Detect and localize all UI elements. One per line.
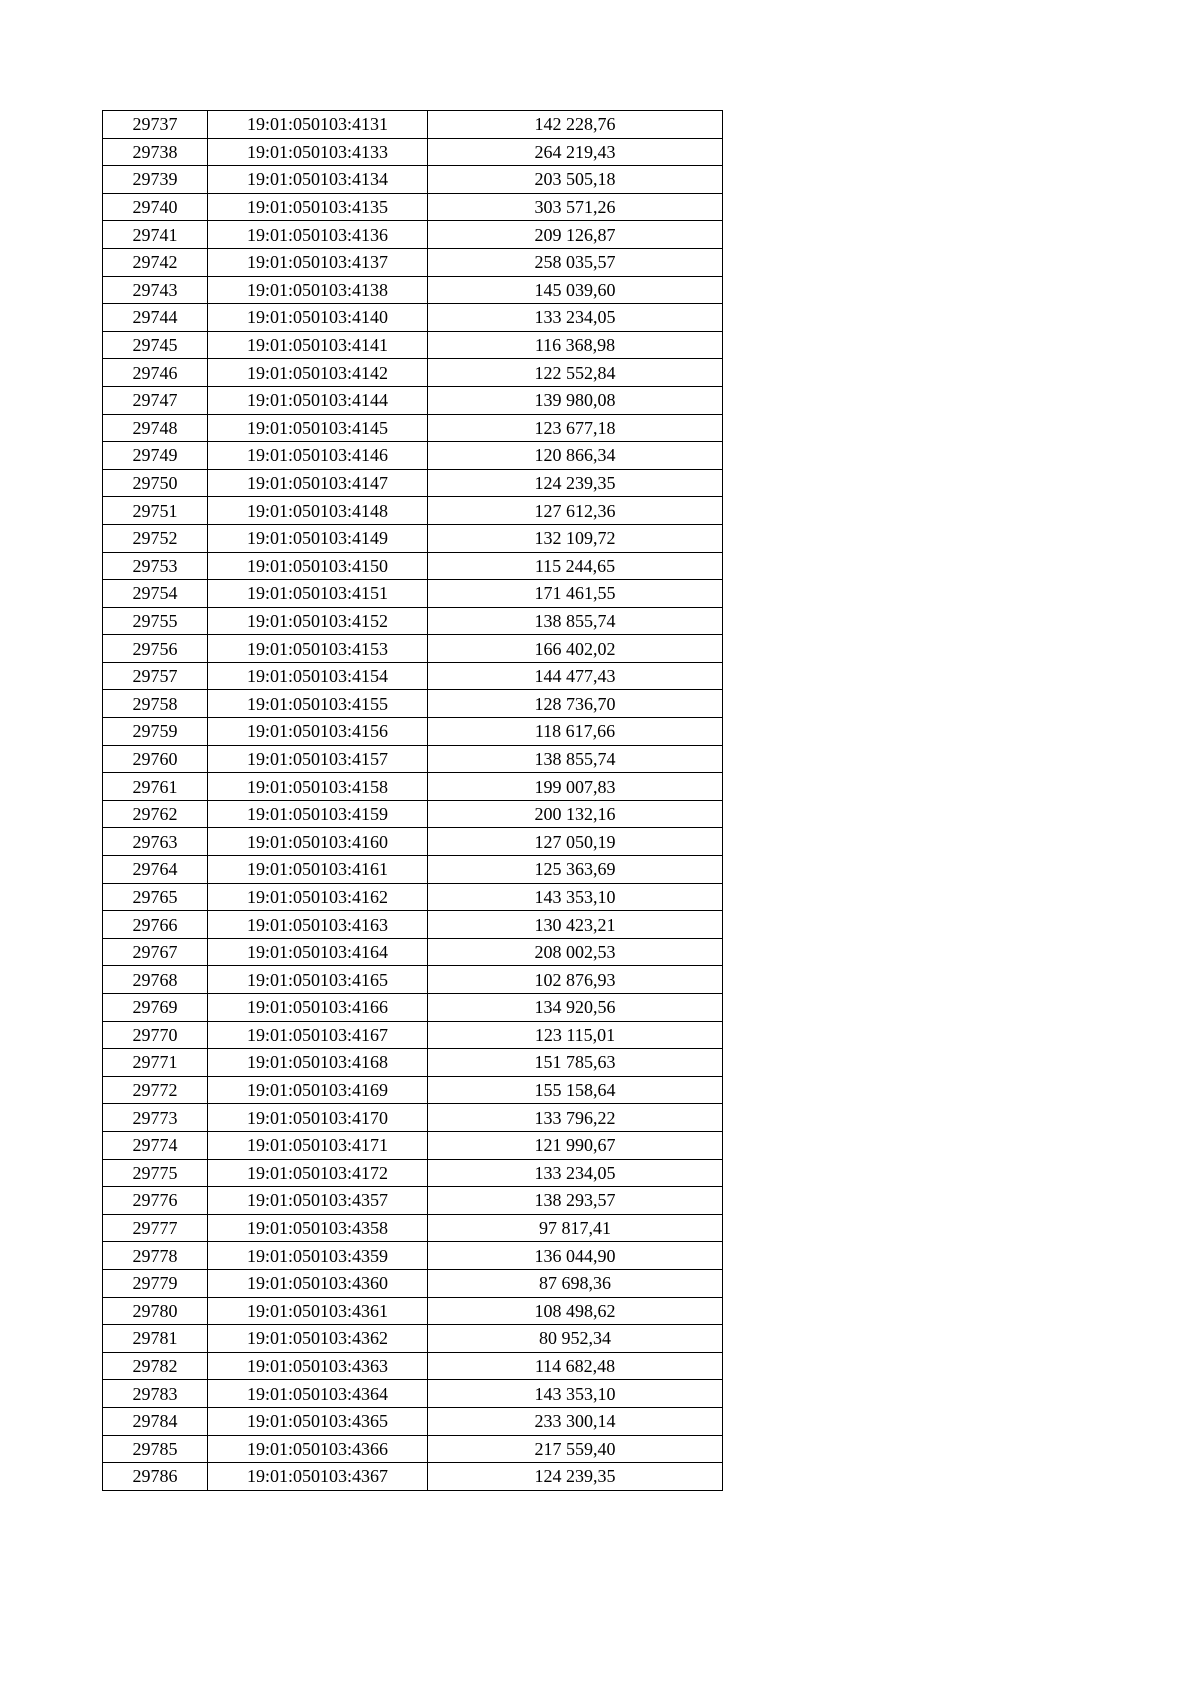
table-row [103, 911, 723, 939]
cadastral-value-cell: 138 855,74 [428, 607, 723, 635]
row-number-cell: 29779 [103, 1269, 208, 1297]
cadastral-number-cell: 19:01:050103:4162 [208, 883, 428, 911]
cadastral-value-cell: 127 612,36 [428, 497, 723, 525]
table-row [103, 1463, 723, 1491]
cadastral-number-cell: 19:01:050103:4163 [208, 911, 428, 939]
cadastral-value-cell: 80 952,34 [428, 1325, 723, 1353]
row-number-cell: 29776 [103, 1187, 208, 1215]
table-row [103, 994, 723, 1022]
cadastral-number-cell: 19:01:050103:4360 [208, 1269, 428, 1297]
row-number-cell: 29770 [103, 1021, 208, 1049]
cadastral-value-cell: 200 132,16 [428, 800, 723, 828]
cadastral-value-cell: 144 477,43 [428, 662, 723, 690]
cadastral-number-cell: 19:01:050103:4154 [208, 662, 428, 690]
table-row [103, 1269, 723, 1297]
row-number-cell: 29781 [103, 1325, 208, 1353]
cadastral-value-cell: 166 402,02 [428, 635, 723, 663]
row-number-cell: 29748 [103, 414, 208, 442]
row-number-cell: 29745 [103, 331, 208, 359]
row-number-cell: 29743 [103, 276, 208, 304]
cadastral-value-cell: 121 990,67 [428, 1131, 723, 1159]
row-number-cell: 29778 [103, 1242, 208, 1270]
cadastral-value-cell: 145 039,60 [428, 276, 723, 304]
cadastral-number-cell: 19:01:050103:4155 [208, 690, 428, 718]
row-number-cell: 29784 [103, 1407, 208, 1435]
cadastral-number-cell: 19:01:050103:4148 [208, 497, 428, 525]
cadastral-number-cell: 19:01:050103:4157 [208, 745, 428, 773]
cadastral-number-cell: 19:01:050103:4144 [208, 386, 428, 414]
cadastral-value-cell: 208 002,53 [428, 938, 723, 966]
cadastral-value-cell: 203 505,18 [428, 166, 723, 194]
cadastral-number-cell: 19:01:050103:4170 [208, 1104, 428, 1132]
row-number-cell: 29739 [103, 166, 208, 194]
cadastral-value-cell: 264 219,43 [428, 138, 723, 166]
cadastral-value-cell: 134 920,56 [428, 994, 723, 1022]
table-row [103, 800, 723, 828]
cadastral-value-cell: 125 363,69 [428, 856, 723, 884]
row-number-cell: 29785 [103, 1435, 208, 1463]
cadastral-number-cell: 19:01:050103:4145 [208, 414, 428, 442]
cadastral-value-cell: 132 109,72 [428, 524, 723, 552]
cadastral-number-cell: 19:01:050103:4168 [208, 1049, 428, 1077]
table-row [103, 938, 723, 966]
cadastral-number-cell: 19:01:050103:4159 [208, 800, 428, 828]
table-row [103, 1352, 723, 1380]
cadastral-value-cell: 124 239,35 [428, 1463, 723, 1491]
table-row [103, 386, 723, 414]
cadastral-number-cell: 19:01:050103:4164 [208, 938, 428, 966]
table-row [103, 1435, 723, 1463]
table-row [103, 497, 723, 525]
cadastral-value-cell: 127 050,19 [428, 828, 723, 856]
table-row [103, 662, 723, 690]
cadastral-number-cell: 19:01:050103:4357 [208, 1187, 428, 1215]
cadastral-number-cell: 19:01:050103:4134 [208, 166, 428, 194]
table-row [103, 1049, 723, 1077]
table-row [103, 248, 723, 276]
row-number-cell: 29767 [103, 938, 208, 966]
cadastral-number-cell: 19:01:050103:4140 [208, 304, 428, 332]
cadastral-value-cell: 122 552,84 [428, 359, 723, 387]
cadastral-value-cell: 143 353,10 [428, 1380, 723, 1408]
table-row [103, 856, 723, 884]
row-number-cell: 29783 [103, 1380, 208, 1408]
cadastral-value-cell: 102 876,93 [428, 966, 723, 994]
table-row [103, 469, 723, 497]
row-number-cell: 29769 [103, 994, 208, 1022]
row-number-cell: 29759 [103, 718, 208, 746]
cadastral-number-cell: 19:01:050103:4365 [208, 1407, 428, 1435]
cadastral-value-cell: 139 980,08 [428, 386, 723, 414]
table-row [103, 745, 723, 773]
table-row [103, 111, 723, 139]
table-row [103, 773, 723, 801]
cadastral-value-cell: 136 044,90 [428, 1242, 723, 1270]
cadastral-number-cell: 19:01:050103:4366 [208, 1435, 428, 1463]
table-row [103, 1214, 723, 1242]
cadastral-value-cell: 130 423,21 [428, 911, 723, 939]
cadastral-value-cell: 118 617,66 [428, 718, 723, 746]
cadastral-number-cell: 19:01:050103:4152 [208, 607, 428, 635]
table-row [103, 1076, 723, 1104]
table-row [103, 276, 723, 304]
row-number-cell: 29763 [103, 828, 208, 856]
cadastral-number-cell: 19:01:050103:4363 [208, 1352, 428, 1380]
table-row [103, 1407, 723, 1435]
row-number-cell: 29750 [103, 469, 208, 497]
row-number-cell: 29737 [103, 111, 208, 139]
cadastral-number-cell: 19:01:050103:4361 [208, 1297, 428, 1325]
row-number-cell: 29764 [103, 856, 208, 884]
cadastral-number-cell: 19:01:050103:4156 [208, 718, 428, 746]
cadastral-number-cell: 19:01:050103:4142 [208, 359, 428, 387]
cadastral-number-cell: 19:01:050103:4160 [208, 828, 428, 856]
row-number-cell: 29758 [103, 690, 208, 718]
cadastral-value-cell: 138 293,57 [428, 1187, 723, 1215]
table-row [103, 1380, 723, 1408]
cadastral-value-cell: 155 158,64 [428, 1076, 723, 1104]
row-number-cell: 29772 [103, 1076, 208, 1104]
cadastral-number-cell: 19:01:050103:4367 [208, 1463, 428, 1491]
table-row [103, 552, 723, 580]
row-number-cell: 29782 [103, 1352, 208, 1380]
table-row [103, 193, 723, 221]
row-number-cell: 29746 [103, 359, 208, 387]
table-row [103, 304, 723, 332]
table-row [103, 138, 723, 166]
cadastral-value-cell: 120 866,34 [428, 442, 723, 470]
cadastral-number-cell: 19:01:050103:4161 [208, 856, 428, 884]
cadastral-number-cell: 19:01:050103:4136 [208, 221, 428, 249]
cadastral-value-cell: 87 698,36 [428, 1269, 723, 1297]
cadastral-number-cell: 19:01:050103:4151 [208, 580, 428, 608]
row-number-cell: 29761 [103, 773, 208, 801]
cadastral-number-cell: 19:01:050103:4150 [208, 552, 428, 580]
row-number-cell: 29751 [103, 497, 208, 525]
row-number-cell: 29738 [103, 138, 208, 166]
table-row [103, 1131, 723, 1159]
cadastral-number-cell: 19:01:050103:4358 [208, 1214, 428, 1242]
row-number-cell: 29768 [103, 966, 208, 994]
table-row [103, 166, 723, 194]
row-number-cell: 29765 [103, 883, 208, 911]
table-row [103, 442, 723, 470]
table-row [103, 718, 723, 746]
table-row [103, 414, 723, 442]
table-row [103, 524, 723, 552]
row-number-cell: 29740 [103, 193, 208, 221]
table-row [103, 883, 723, 911]
table-row [103, 580, 723, 608]
cadastral-value-cell: 151 785,63 [428, 1049, 723, 1077]
row-number-cell: 29774 [103, 1131, 208, 1159]
cadastral-value-table [102, 110, 723, 1491]
cadastral-number-cell: 19:01:050103:4166 [208, 994, 428, 1022]
cadastral-number-cell: 19:01:050103:4135 [208, 193, 428, 221]
cadastral-number-cell: 19:01:050103:4165 [208, 966, 428, 994]
cadastral-value-cell: 133 234,05 [428, 1159, 723, 1187]
cadastral-number-cell: 19:01:050103:4133 [208, 138, 428, 166]
cadastral-value-cell: 209 126,87 [428, 221, 723, 249]
table-row [103, 1187, 723, 1215]
cadastral-number-cell: 19:01:050103:4138 [208, 276, 428, 304]
row-number-cell: 29771 [103, 1049, 208, 1077]
row-number-cell: 29756 [103, 635, 208, 663]
cadastral-value-cell: 124 239,35 [428, 469, 723, 497]
cadastral-number-cell: 19:01:050103:4141 [208, 331, 428, 359]
table-row [103, 966, 723, 994]
row-number-cell: 29780 [103, 1297, 208, 1325]
table-row [103, 828, 723, 856]
cadastral-value-cell: 138 855,74 [428, 745, 723, 773]
cadastral-value-cell: 143 353,10 [428, 883, 723, 911]
row-number-cell: 29777 [103, 1214, 208, 1242]
table-row [103, 1297, 723, 1325]
cadastral-value-cell: 116 368,98 [428, 331, 723, 359]
cadastral-number-cell: 19:01:050103:4131 [208, 111, 428, 139]
cadastral-number-cell: 19:01:050103:4158 [208, 773, 428, 801]
cadastral-number-cell: 19:01:050103:4364 [208, 1380, 428, 1408]
row-number-cell: 29752 [103, 524, 208, 552]
row-number-cell: 29762 [103, 800, 208, 828]
cadastral-number-cell: 19:01:050103:4169 [208, 1076, 428, 1104]
table-row [103, 1104, 723, 1132]
row-number-cell: 29760 [103, 745, 208, 773]
row-number-cell: 29757 [103, 662, 208, 690]
table-row [103, 221, 723, 249]
row-number-cell: 29753 [103, 552, 208, 580]
row-number-cell: 29773 [103, 1104, 208, 1132]
cadastral-value-cell: 97 817,41 [428, 1214, 723, 1242]
row-number-cell: 29741 [103, 221, 208, 249]
cadastral-value-cell: 199 007,83 [428, 773, 723, 801]
cadastral-value-cell: 133 796,22 [428, 1104, 723, 1132]
cadastral-value-cell: 258 035,57 [428, 248, 723, 276]
row-number-cell: 29786 [103, 1463, 208, 1491]
cadastral-value-cell: 115 244,65 [428, 552, 723, 580]
cadastral-value-cell: 217 559,40 [428, 1435, 723, 1463]
cadastral-value-cell: 114 682,48 [428, 1352, 723, 1380]
cadastral-value-cell: 128 736,70 [428, 690, 723, 718]
cadastral-number-cell: 19:01:050103:4137 [208, 248, 428, 276]
table-row [103, 690, 723, 718]
cadastral-value-cell: 233 300,14 [428, 1407, 723, 1435]
cadastral-number-cell: 19:01:050103:4167 [208, 1021, 428, 1049]
row-number-cell: 29775 [103, 1159, 208, 1187]
table-row [103, 1325, 723, 1353]
cadastral-number-cell: 19:01:050103:4359 [208, 1242, 428, 1270]
row-number-cell: 29755 [103, 607, 208, 635]
cadastral-value-cell: 303 571,26 [428, 193, 723, 221]
cadastral-number-cell: 19:01:050103:4146 [208, 442, 428, 470]
row-number-cell: 29766 [103, 911, 208, 939]
table-row [103, 359, 723, 387]
cadastral-number-cell: 19:01:050103:4172 [208, 1159, 428, 1187]
cadastral-value-cell: 123 115,01 [428, 1021, 723, 1049]
cadastral-value-cell: 142 228,76 [428, 111, 723, 139]
row-number-cell: 29749 [103, 442, 208, 470]
cadastral-number-cell: 19:01:050103:4171 [208, 1131, 428, 1159]
cadastral-number-cell: 19:01:050103:4362 [208, 1325, 428, 1353]
table-body [103, 111, 723, 1491]
cadastral-number-cell: 19:01:050103:4149 [208, 524, 428, 552]
row-number-cell: 29747 [103, 386, 208, 414]
table-row [103, 1159, 723, 1187]
table-row [103, 635, 723, 663]
cadastral-value-cell: 123 677,18 [428, 414, 723, 442]
cadastral-value-cell: 171 461,55 [428, 580, 723, 608]
row-number-cell: 29754 [103, 580, 208, 608]
cadastral-value-cell: 108 498,62 [428, 1297, 723, 1325]
table-row [103, 331, 723, 359]
row-number-cell: 29742 [103, 248, 208, 276]
table-row [103, 1021, 723, 1049]
cadastral-number-cell: 19:01:050103:4153 [208, 635, 428, 663]
table-row [103, 607, 723, 635]
row-number-cell: 29744 [103, 304, 208, 332]
table-row [103, 1242, 723, 1270]
cadastral-value-cell: 133 234,05 [428, 304, 723, 332]
cadastral-number-cell: 19:01:050103:4147 [208, 469, 428, 497]
